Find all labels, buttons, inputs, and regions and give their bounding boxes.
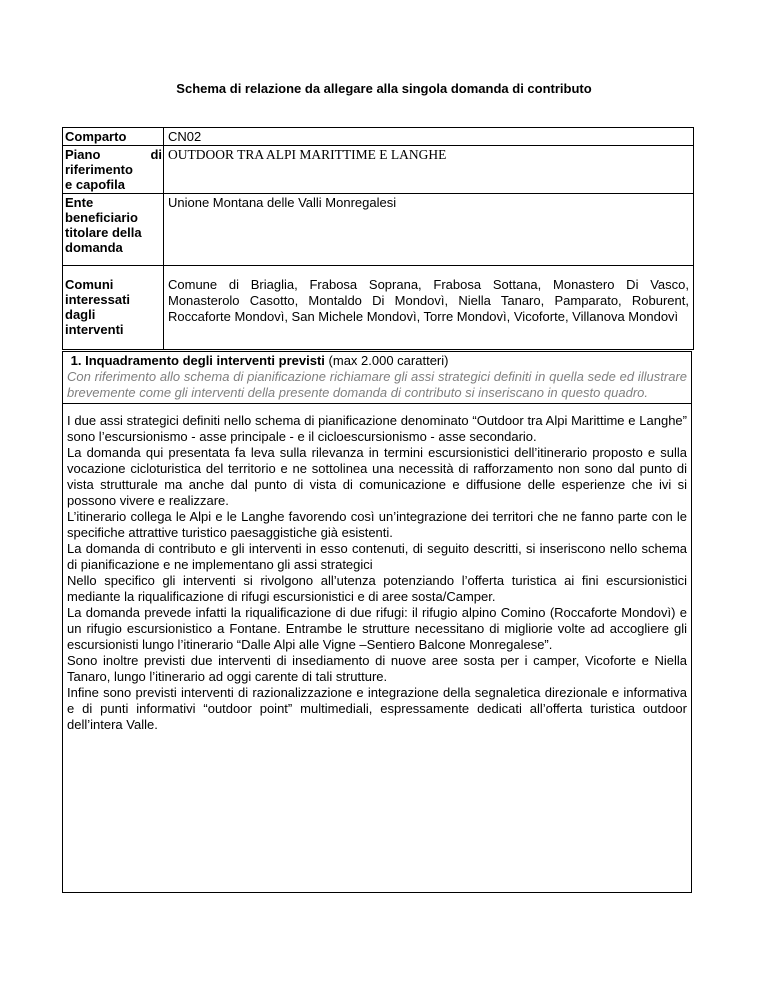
section-inquadramento [62, 351, 692, 893]
label-ente-line4: domanda [65, 240, 123, 255]
value-comuni: Comune di Briaglia, Frabosa Soprana, Frabosa Sottana, Monastero Di Vasco, Monasterolo Casotto, Montaldo Di Mondovì, Niella Tanaro, Pamparato, Roburent, Roccaforte Mondovì, San Michele Mondovì, Torre Mondovì, Vicoforte, Villanova Mondovì [164, 266, 694, 350]
label-comuni-line1: Comuni [65, 277, 114, 292]
label-comparto-text: Comparto [65, 129, 127, 144]
document-title: Schema di relazione da allegare alla singola domanda di contributo [176, 81, 592, 96]
label-ente [63, 194, 164, 266]
paragraph: La domanda di contributo e gli interventi in esso contenuti, di seguito descritti, si inseriscono nello schema di pianificazione e ne implementano gli assi strategici [67, 541, 687, 572]
label-ente-line1: Ente [65, 195, 94, 210]
label-piano-line1 [65, 147, 162, 162]
section-hint: Con riferimento allo schema di pianificazione richiamare gli assi strategici definiti in quella sede ed illustrare brevemente come gli interventi della presente domanda di contributo si inseriscano in questo quadro. [67, 369, 687, 400]
label-comparto [63, 128, 164, 146]
paragraph: La domanda prevede infatti la riqualificazione di due rifugi: il rifugio alpino Comino (Roccaforte Mondovì) e un rifugio escursionistico a Fontane. Entrambe le strutture necessitano di migliorie volte ad accogliere gli escursionisti lungo l’itinerario “Dalle Alpi alle Vigne –Sentiero Balcone Monregalese”. [67, 605, 687, 652]
paragraph: Sono inoltre previsti due interventi di insediamento di nuove aree sosta per i camper, Vicoforte e Niella Tanaro, lungo l’itinerario ad oggi carente di tali strutture. [67, 653, 687, 684]
section-title: 1. Inquadramento degli interventi previsti [70, 353, 325, 368]
label-piano-word2: di [150, 147, 162, 162]
paragraph: I due assi strategici definiti nello schema di pianificazione denominato “Outdoor tra Alpi Marittime e Langhe” sono l’escursionismo - asse principale - e il cicloescursionismo - asse secondario. [67, 413, 687, 444]
paragraph: L’itinerario collega le Alpi e le Langhe favorendo così un’integrazione dei territori che ne fanno parte con le specifiche attrattive turistico paesaggistiche già esistenti. [67, 509, 687, 540]
value-comparto: CN02 [164, 128, 694, 146]
section-title-line [67, 353, 687, 369]
label-piano [63, 146, 164, 194]
row-comuni [63, 266, 694, 350]
label-comuni-line4: interventi [65, 322, 124, 337]
label-comuni [63, 266, 164, 350]
label-ente-line2: beneficiario [65, 210, 138, 225]
label-comuni-line3: dagli [65, 307, 96, 322]
row-ente [63, 194, 694, 266]
row-piano [63, 146, 694, 194]
paragraph: Nello specifico gli interventi si rivolgono all’utenza potenziando l’offerta turistica ai fini escursionistici mediante la riqualificazione di rifugi escursionistici e di aree sosta/Camper. [67, 573, 687, 604]
value-ente: Unione Montana delle Valli Monregalesi [164, 194, 694, 266]
section-title-note: (max 2.000 caratteri) [328, 353, 449, 368]
section-body [63, 404, 691, 733]
label-piano-word1: Piano [65, 147, 101, 162]
label-comuni-line2: interessati [65, 292, 131, 307]
paragraph: Infine sono previsti interventi di razionalizzazione e integrazione della segnaletica direzionale e informativa e di punti informativi “outdoor point” multimediali, espressamente dedicati all’offerta turistica outdoor dell’intera Valle. [67, 685, 687, 732]
label-piano-line3: e capofila [65, 177, 125, 192]
paragraph: La domanda qui presentata fa leva sulla rilevanza in termini escursionistici dell’itinerario proposto e sulla vocazione cicloturistica del territorio e ne sottolinea una necessità di rafforzamento non sono dal punto di vista strutturale ma anche dal punto di vista di comunicazione e diffusione delle esperienze che ivi si possono vivere e realizzare. [67, 445, 687, 508]
label-piano-line2: riferimento [65, 162, 133, 177]
value-piano: OUTDOOR TRA ALPI MARITTIME E LANGHE [164, 146, 694, 194]
label-ente-line3: titolare della [65, 225, 142, 240]
section-header [63, 352, 691, 404]
row-comparto [63, 128, 694, 146]
info-table [62, 127, 694, 350]
